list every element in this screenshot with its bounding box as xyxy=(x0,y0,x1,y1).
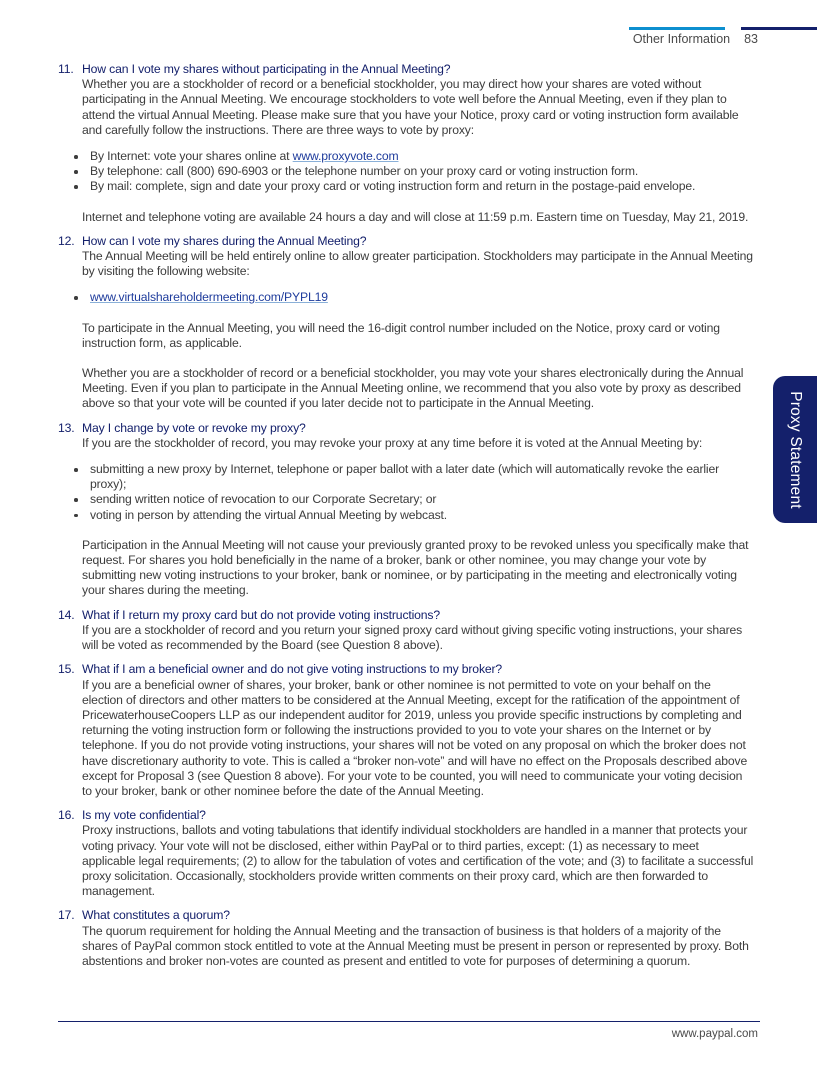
answer-paragraph: The quorum requirement for holding the Annual Meeting and the transaction of business is that holders of a majority of the shares of PayPal common stock entitled to vote at the Annual Meeting must be present in person or represented by proxy. Both abstentions and broker non-votes are counted as present and entitled to vote for purposes of determining a quorum. xyxy=(82,923,749,968)
list-item: submitting a new proxy by Internet, telephone or paper ballot with a later date (which will automatically revoke the earlier proxy); xyxy=(81,462,754,492)
footer-url[interactable]: www.paypal.com xyxy=(671,1028,758,1040)
header-accent-bar-dark xyxy=(741,27,817,30)
question-title: What constitutes a quorum? xyxy=(82,908,230,923)
answer-paragraph: If you are the stockholder of record, you may revoke your proxy at any time before it is voted at the Annual Meeting by: xyxy=(82,435,703,450)
list-item xyxy=(81,290,754,305)
question-title: How can I vote my shares during the Annual Meeting? xyxy=(82,233,367,248)
list-item: By Internet: vote your shares online at www.proxyvote.com xyxy=(81,149,754,164)
page-number: 83 xyxy=(744,32,758,46)
answer-paragraph: The Annual Meeting will be held entirely online to allow greater participation. Stockholders may participate in the Annual Meeting by visiting the following website: xyxy=(82,249,753,279)
list-item: voting in person by attending the virtual Annual Meeting by webcast. xyxy=(81,508,754,523)
question-title: May I change by vote or revoke my proxy? xyxy=(82,420,306,435)
footer-divider xyxy=(58,1021,760,1022)
section-side-tab[interactable] xyxy=(773,376,817,523)
question-number: 11. xyxy=(58,62,74,76)
proxyvote-link[interactable]: www.proxyvote.com xyxy=(292,149,399,164)
question-12 xyxy=(58,234,754,412)
question-number: 14. xyxy=(58,607,75,622)
website-list xyxy=(82,290,754,305)
answer-paragraph: Participation in the Annual Meeting will not cause your previously granted proxy to be revoked unless you specifically make that request. For shares you hold beneficially in the name of a broker, bank or other nominee, you may change your vote by submitting new voting instructions to your broker, bank or nominee, or by participating in the meeting and electronically voting your shares during the meeting. xyxy=(82,537,749,598)
question-title: What if I am a beneficial owner and do not give voting instructions to my broker? xyxy=(82,662,503,677)
list-item: sending written notice of revocation to our Corporate Secretary; or xyxy=(81,492,754,507)
side-tab-label: Proxy Statement xyxy=(787,390,804,509)
question-number: 17. xyxy=(58,908,75,923)
section-title: Other Information xyxy=(632,32,731,46)
question-title: How can I vote my shares without participating in the Annual Meeting? xyxy=(82,62,451,76)
question-11 xyxy=(58,62,754,225)
header-accent-bar-light xyxy=(629,27,725,30)
question-number: 13. xyxy=(58,420,75,435)
question-number: 15. xyxy=(58,662,75,677)
answer-paragraph: If you are a stockholder of record and you return your signed proxy card without giving specific voting instructions, your shares will be voted as recommended by the Board (see Question 8 above). xyxy=(82,622,743,653)
question-number: 12. xyxy=(58,233,75,248)
question-title: What if I return my proxy card but do not provide voting instructions? xyxy=(82,607,441,622)
answer-paragraph: Internet and telephone voting are available 24 hours a day and will close at 11:59 p.m. Eastern time on Tuesday, May 21, 2019. xyxy=(82,209,749,224)
faq-content xyxy=(58,62,754,978)
revoke-methods-list xyxy=(82,462,754,523)
question-13 xyxy=(58,421,754,599)
answer-paragraph: Proxy instructions, ballots and voting tabulations that identify individual stockholders are handled in a manner that protects your voting privacy. Your vote will not be disclosed, either within PayPal or to third parties, except: (1) as necessary to meet applicable legal requirements; (2) to allow for the tabulation of votes and certification of the vote; and (3) to facilitate a successful proxy solicitation. Occasionally, stockholders provide written comments on their proxy card, which are then forwarded to management. xyxy=(82,823,754,899)
question-15 xyxy=(58,662,754,799)
answer-paragraph: If you are a beneficial owner of shares, your broker, bank or other nominee is not permitted to vote on your behalf on the election of directors and other matters to be considered at the Annual Meeting, except for the ratification of the appointment of PricewaterhouseCoopers LLP as our independent auditor for 2019, unless you provide specific instructions by completing and returning the voting instruction form or following the instructions provided to you to vote your shares on the Internet or by telephone. If you do not provide voting instructions, your shares will not be voted on any proposal on which the broker does not have discretionary authority to vote. This is called a “broker non-vote” and will have no effect on the Proposals described above except for Proposal 3 (see Question 8 above). For your vote to be counted, you will need to communicate your voting decision to your broker, bank or other nominee before the date of the Annual Meeting. xyxy=(82,677,748,798)
question-title: Is my vote confidential? xyxy=(82,808,206,823)
question-number: 16. xyxy=(58,808,75,823)
list-item: By mail: complete, sign and date your proxy card or voting instruction form and return in the postage-paid envelope. xyxy=(81,179,754,194)
question-16 xyxy=(58,808,754,899)
virtual-meeting-link[interactable]: www.virtualshareholdermeeting.com/PYPL19 xyxy=(90,290,328,305)
answer-paragraph: To participate in the Annual Meeting, you will need the 16-digit control number included on the Notice, proxy card or voting instruction form, as applicable. xyxy=(82,320,720,350)
page-header xyxy=(633,32,758,46)
vote-methods-list xyxy=(82,149,754,195)
question-14 xyxy=(58,608,754,654)
list-item: By telephone: call (800) 690-6903 or the telephone number on your proxy card or voting instruction form. xyxy=(81,164,754,179)
answer-paragraph: Whether you are a stockholder of record or a beneficial stockholder, you may direct how your shares are voted without participating in the Annual Meeting. We encourage stockholders to vote well before the Annual Meeting, even if they plan to attend the virtual Annual Meeting. Please make sure that you have your Notice, proxy card or voting instruction form available and carefully follow the instructions. There are three ways to vote by proxy: xyxy=(82,77,739,137)
answer-paragraph: Whether you are a stockholder of record or a beneficial stockholder, you may vote your shares electronically during the Annual Meeting. Even if you plan to participate in the Annual Meeting online, we recommend that you also vote by proxy as described above so that your vote will be counted if you later decide not to participate in the Annual Meeting. xyxy=(82,366,744,411)
question-17 xyxy=(58,908,754,969)
